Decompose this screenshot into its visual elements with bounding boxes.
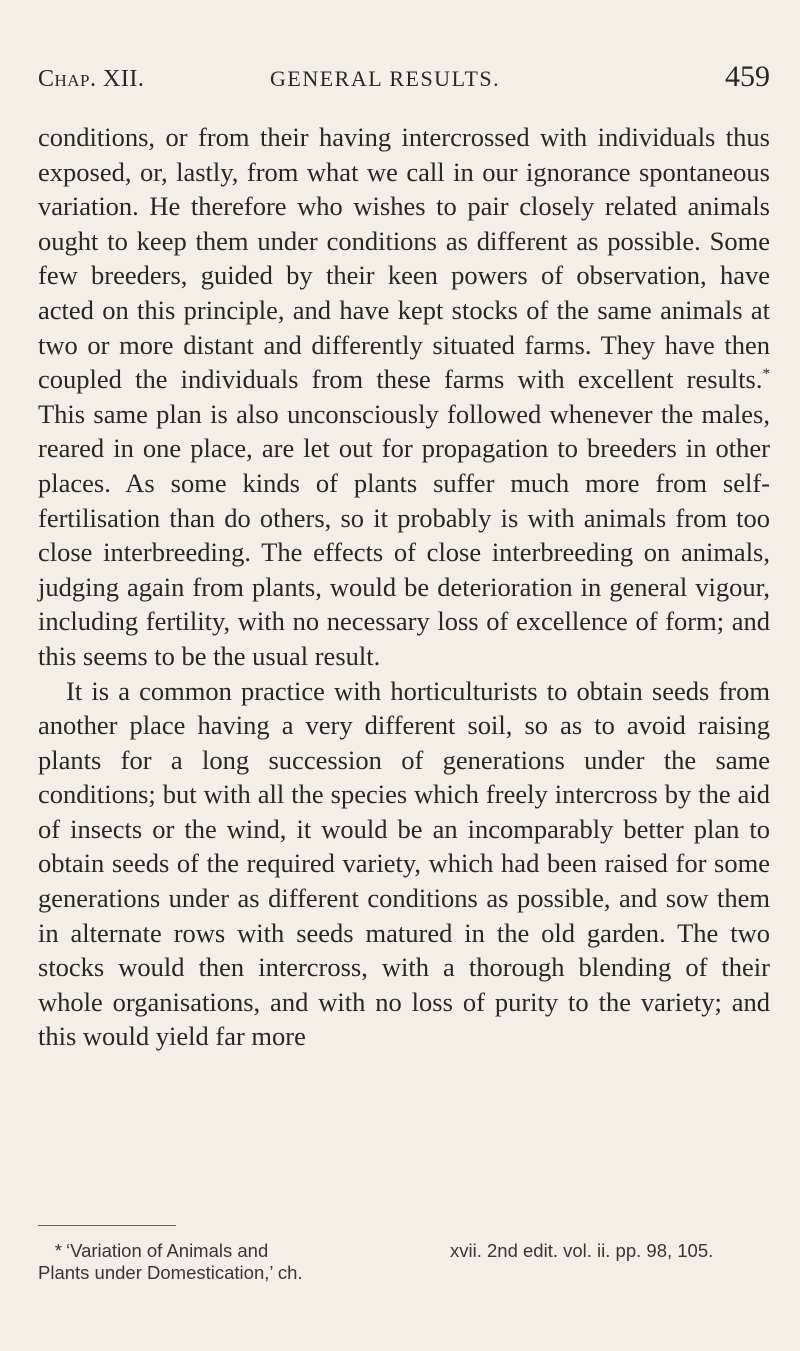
footnote-text: ‘Variation of Animals and — [66, 1240, 269, 1261]
running-head — [38, 60, 770, 106]
paragraph-text-continued: This same plan is also unconsciously followed whenever the males, reared in one place, are let out for propagation to breeders in other places. As some kinds of plants suffer much more from self-fertilisation than do others, so it probably is with animals from too close interbreeding. The effects of close interbreeding on animals, judging again from plants, would be deterioration in general vigour, including fertility, with no necessary loss of excellence of form; and this seems to be the usual result. — [38, 398, 770, 671]
footnote-text: Plants under Domestication,’ ch. — [38, 1262, 303, 1283]
paragraph-text: conditions, or from their having intercrossed with individuals thus exposed, or, lastly, from what we call in our ignorance spontaneous variation. He therefore who wishes to pair closely related animals ought to keep them under conditions as different as possible. Some few breeders, guided by their keen powers of observation, have acted on this principle, and have kept stocks of the same animals at two or more distant and differently situated farms. They have then coupled the individuals from these farms with excellent results. — [38, 122, 770, 395]
footnote — [38, 1240, 770, 1284]
footnote-citation-title — [38, 1240, 450, 1284]
paragraph — [38, 120, 770, 674]
footnote-citation-pages: xvii. 2nd edit. vol. ii. pp. 98, 105. — [450, 1240, 714, 1261]
footnote-reference[interactable]: * — [762, 366, 770, 383]
footnote-divider — [38, 1225, 176, 1226]
paragraph — [38, 674, 770, 1055]
section-title: GENERAL RESULTS. — [270, 66, 501, 91]
footnote-marker: * — [54, 1240, 62, 1261]
body-text — [38, 120, 770, 1054]
page-number: 459 — [725, 60, 770, 93]
paragraph-text: It is a common practice with horticulturists to obtain seeds from another place having a very different soil, so as to avoid raising plants for a long succession of generations under the same conditions; but with all the species which freely intercross by the aid of insects or the wind, it would be an incomparably better plan to obtain seeds of the required variety, which had been raised for some generations under as different conditions as possible, and sow them in alternate rows with seeds matured in the old garden. The two stocks would then intercross, with a thorough blending of their whole organisations, and with no loss of purity to the variety; and this would yield far more — [38, 675, 770, 1052]
chapter-label: Chap. XII. — [38, 66, 145, 92]
